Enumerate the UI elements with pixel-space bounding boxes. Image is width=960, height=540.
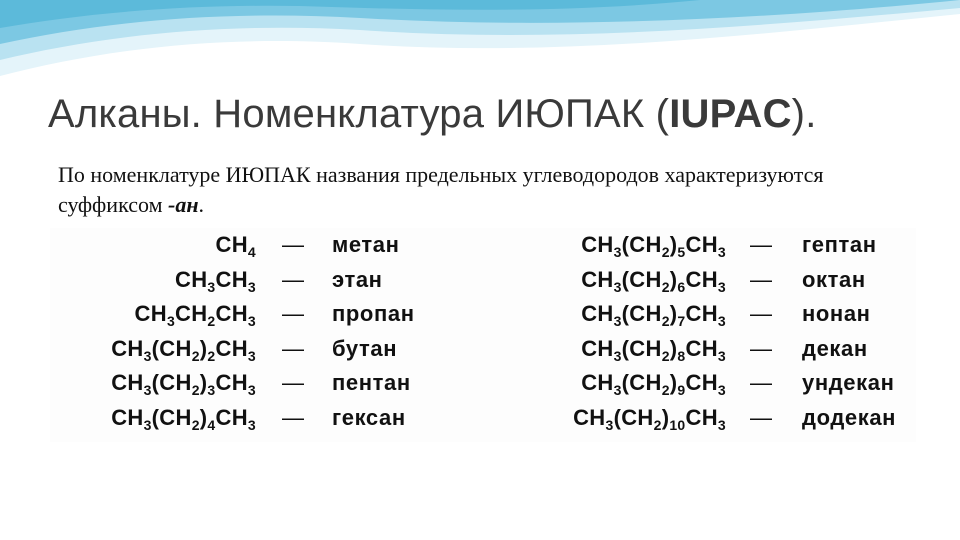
alkane-name: октан <box>802 266 866 292</box>
formula: $CH_3(CH_2)_6CH_3$ <box>581 266 726 295</box>
dash: — <box>282 232 304 257</box>
dash: — <box>750 266 772 292</box>
alkane-name: пропан <box>332 301 415 326</box>
alkane-name: декан <box>802 335 868 361</box>
dash: — <box>282 404 304 430</box>
alkane-name: гексан <box>332 404 406 430</box>
suffix-text: -ан <box>168 192 199 217</box>
formula: $CH_3(CH_2)_5CH_3$ <box>581 232 726 260</box>
alkane-names-table <box>50 228 916 442</box>
formula: $CH_3(CH_2)_3CH_3$ <box>111 370 256 398</box>
dash: — <box>750 232 772 257</box>
alkane-row <box>50 370 916 404</box>
alkane-name: додекан <box>802 404 897 430</box>
alkane-name: этан <box>332 266 383 292</box>
alkane-row <box>50 301 916 335</box>
formula: $CH_3(CH_2)_7CH_3$ <box>581 301 726 329</box>
alkane-name: нонан <box>802 301 871 326</box>
slide-title: Алканы. Номенклатура ИЮПАК (IUPAC). <box>48 92 817 136</box>
formula: $CH_4$ <box>215 232 256 260</box>
formula: $CH_3CH_3$ <box>175 266 256 295</box>
formula: $CH_3(CH_2)_8CH_3$ <box>581 335 726 364</box>
dash: — <box>750 370 772 395</box>
intro-paragraph: По номенклатуре ИЮПАК названия предельных углеводородов характеризуются суффиксом -ан. <box>58 162 824 217</box>
alkane-name: гептан <box>802 232 877 257</box>
alkane-name: бутан <box>332 335 398 361</box>
dash: — <box>282 266 304 292</box>
dash: — <box>750 301 772 326</box>
header-wave-decoration <box>0 0 960 80</box>
alkane-row <box>50 336 916 370</box>
alkane-row <box>50 405 916 439</box>
formula: $CH_3CH_2CH_3$ <box>134 301 256 329</box>
dash: — <box>282 335 304 361</box>
dash: — <box>282 301 304 326</box>
formula: $CH_3(CH_2)_2CH_3$ <box>111 335 256 364</box>
alkane-name: метан <box>332 232 400 257</box>
formula: $CH_3(CH_2)_{10}CH_3$ <box>573 404 726 433</box>
formula: $CH_3(CH_2)_9CH_3$ <box>581 370 726 398</box>
formula: $CH_3(CH_2)_4CH_3$ <box>111 404 256 433</box>
dash: — <box>282 370 304 395</box>
alkane-row <box>50 232 916 266</box>
dash: — <box>750 335 772 361</box>
alkane-name: ундекан <box>802 370 895 395</box>
dash: — <box>750 404 772 430</box>
alkane-row <box>50 267 916 301</box>
alkane-name: пентан <box>332 370 411 395</box>
